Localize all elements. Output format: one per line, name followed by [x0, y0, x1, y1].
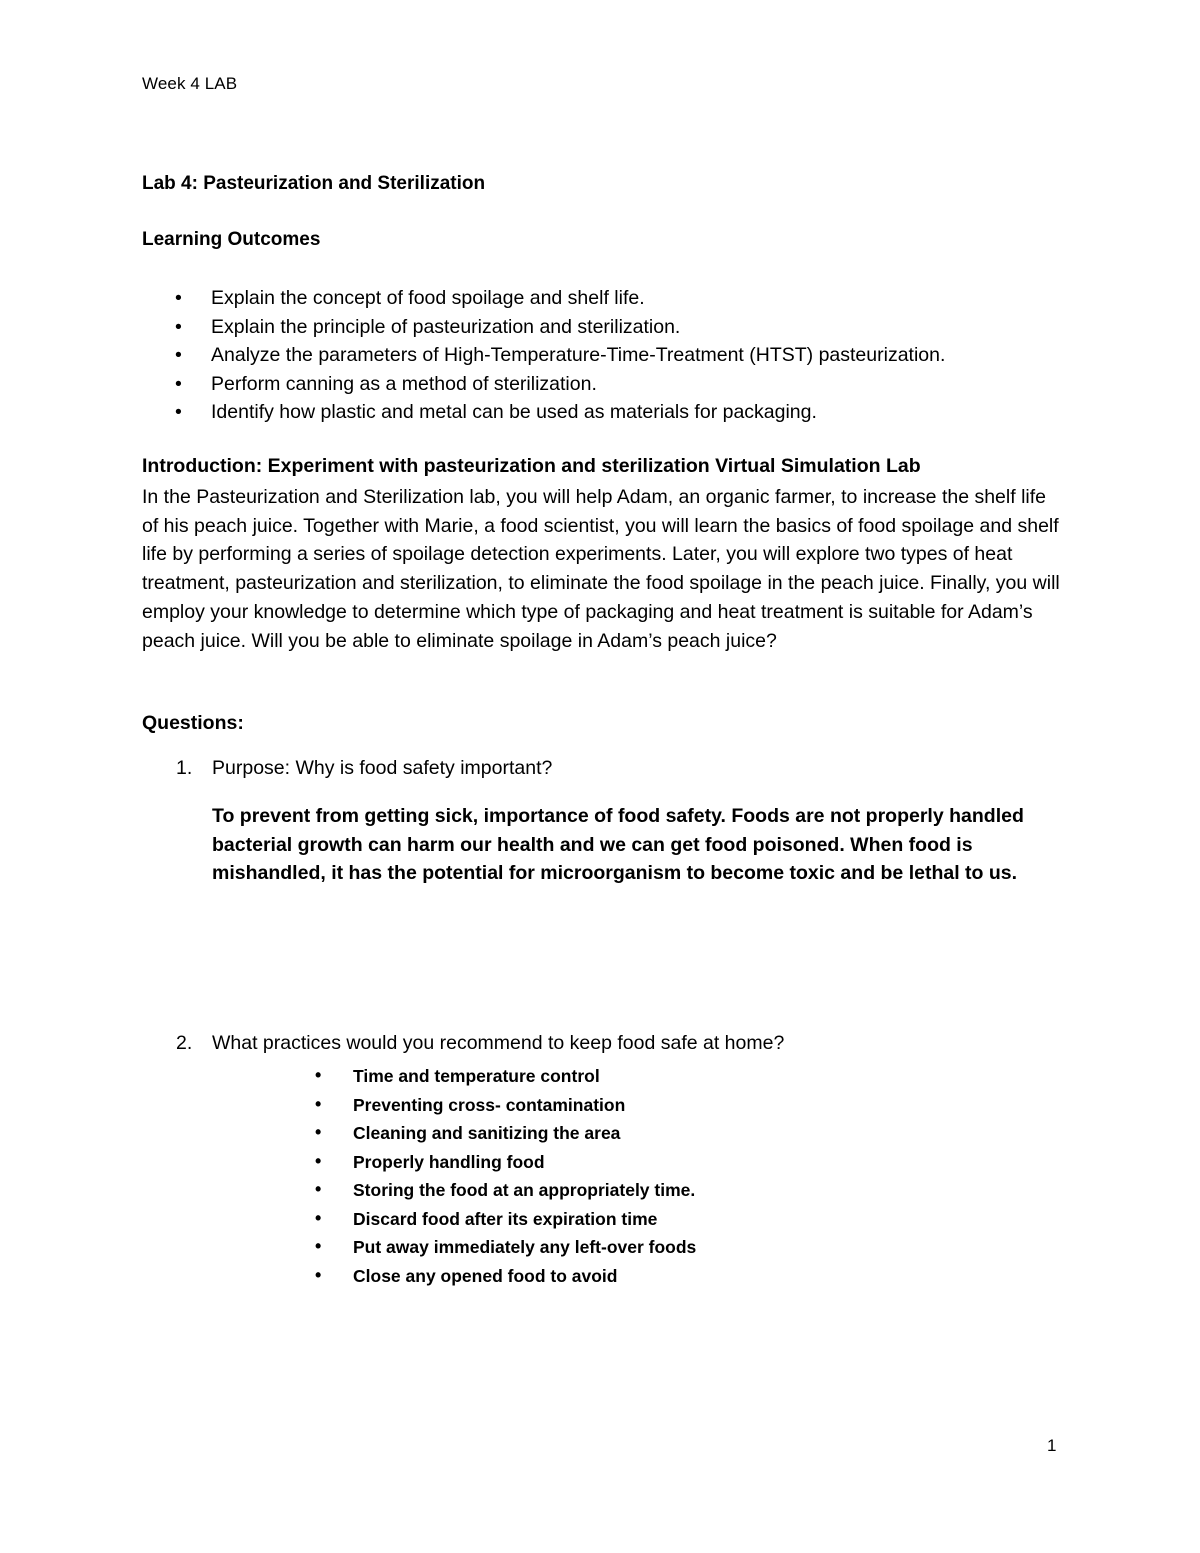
questions-heading: Questions:: [142, 712, 244, 734]
outcome-text: Perform canning as a method of sterilization.: [211, 372, 597, 395]
bullet-icon: •: [315, 1207, 322, 1228]
bullet-icon: •: [315, 1236, 322, 1256]
question-1-number: 1.: [176, 757, 193, 779]
outcome-text: Analyze the parameters of High-Temperature-Time-Treatment (HTST) pasteurization.: [211, 344, 946, 366]
question-2-answer-list: [312, 1063, 696, 1291]
bullet-icon: •: [175, 287, 182, 309]
list-item: [312, 1063, 696, 1092]
list-item: [312, 1263, 696, 1292]
question-1-answer: To prevent from getting sick, importance of food safety. Foods are not properly handled bacterial growth can harm our health and we can get food poisoned. When food is mishandled, it has the potential for microorganism to become toxic and be lethal to us.: [212, 805, 1024, 885]
practice-text: Close any opened food to avoid: [353, 1265, 618, 1286]
list-item: [312, 1177, 696, 1206]
introduction-heading: Introduction: Experiment with pasteurization and sterilization Virtual Simulation Lab: [142, 455, 921, 477]
learning-outcomes-heading: Learning Outcomes: [142, 229, 321, 250]
outcome-text: Explain the concept of food spoilage and shelf life.: [211, 287, 645, 309]
bullet-icon: •: [175, 372, 182, 395]
introduction-body: In the Pasteurization and Sterilization lab, you will help Adam, an organic farmer, to increase the shelf life of his peach juice. Together with Marie, a food scientist, you will learn the basics of food spoilage and shelf life by performing a series of spoilage detection experiments. Later, you will explore two types of heat treatment, pasteurization and sterilization, to eliminate the food spoilage in the peach juice. Finally, you will employ your knowledge to determine which type of packaging and heat treatment is suitable for Adam’s peach juice. Will you be able to eliminate spoilage in Adam’s peach juice?: [142, 486, 1060, 652]
bullet-icon: •: [175, 315, 182, 338]
list-item: [312, 1234, 696, 1263]
bullet-icon: •: [175, 344, 182, 366]
list-item: [142, 342, 945, 371]
bullet-icon: •: [175, 401, 182, 423]
question-1-text: Purpose: Why is food safety important?: [212, 757, 553, 779]
list-item: [142, 399, 945, 428]
list-item: [312, 1149, 696, 1178]
bullet-icon: •: [315, 1150, 322, 1171]
list-item: [312, 1092, 696, 1121]
practice-text: Discard food after its expiration time: [353, 1208, 658, 1229]
outcome-text: Explain the principle of pasteurization and sterilization.: [211, 315, 681, 338]
bullet-icon: •: [315, 1093, 322, 1114]
bullet-icon: •: [315, 1264, 322, 1285]
practice-text: Storing the food at an appropriately time.: [353, 1180, 696, 1200]
list-item: [142, 314, 945, 343]
practice-text: Put away immediately any left-over foods: [353, 1237, 697, 1257]
bullet-icon: •: [315, 1179, 322, 1199]
practice-text: Preventing cross- contamination: [353, 1094, 626, 1115]
practice-text: Properly handling food: [353, 1151, 545, 1172]
list-item: [142, 285, 945, 314]
question-2-number: 2.: [176, 1032, 193, 1054]
learning-outcomes-list: [142, 285, 945, 428]
practice-text: Cleaning and sanitizing the area: [353, 1123, 621, 1143]
question-2-text: What practices would you recommend to keep food safe at home?: [212, 1032, 785, 1054]
lab-title: Lab 4: Pasteurization and Sterilization: [142, 173, 486, 194]
list-item: [312, 1120, 696, 1149]
page-header: Week 4 LAB: [142, 74, 238, 93]
practice-text: Time and temperature control: [353, 1066, 600, 1086]
outcome-text: Identify how plastic and metal can be used as materials for packaging.: [211, 401, 817, 423]
bullet-icon: •: [315, 1065, 322, 1085]
bullet-icon: •: [315, 1122, 322, 1142]
list-item: [142, 371, 945, 400]
page-number: 1: [1047, 1436, 1057, 1455]
list-item: [312, 1206, 696, 1235]
